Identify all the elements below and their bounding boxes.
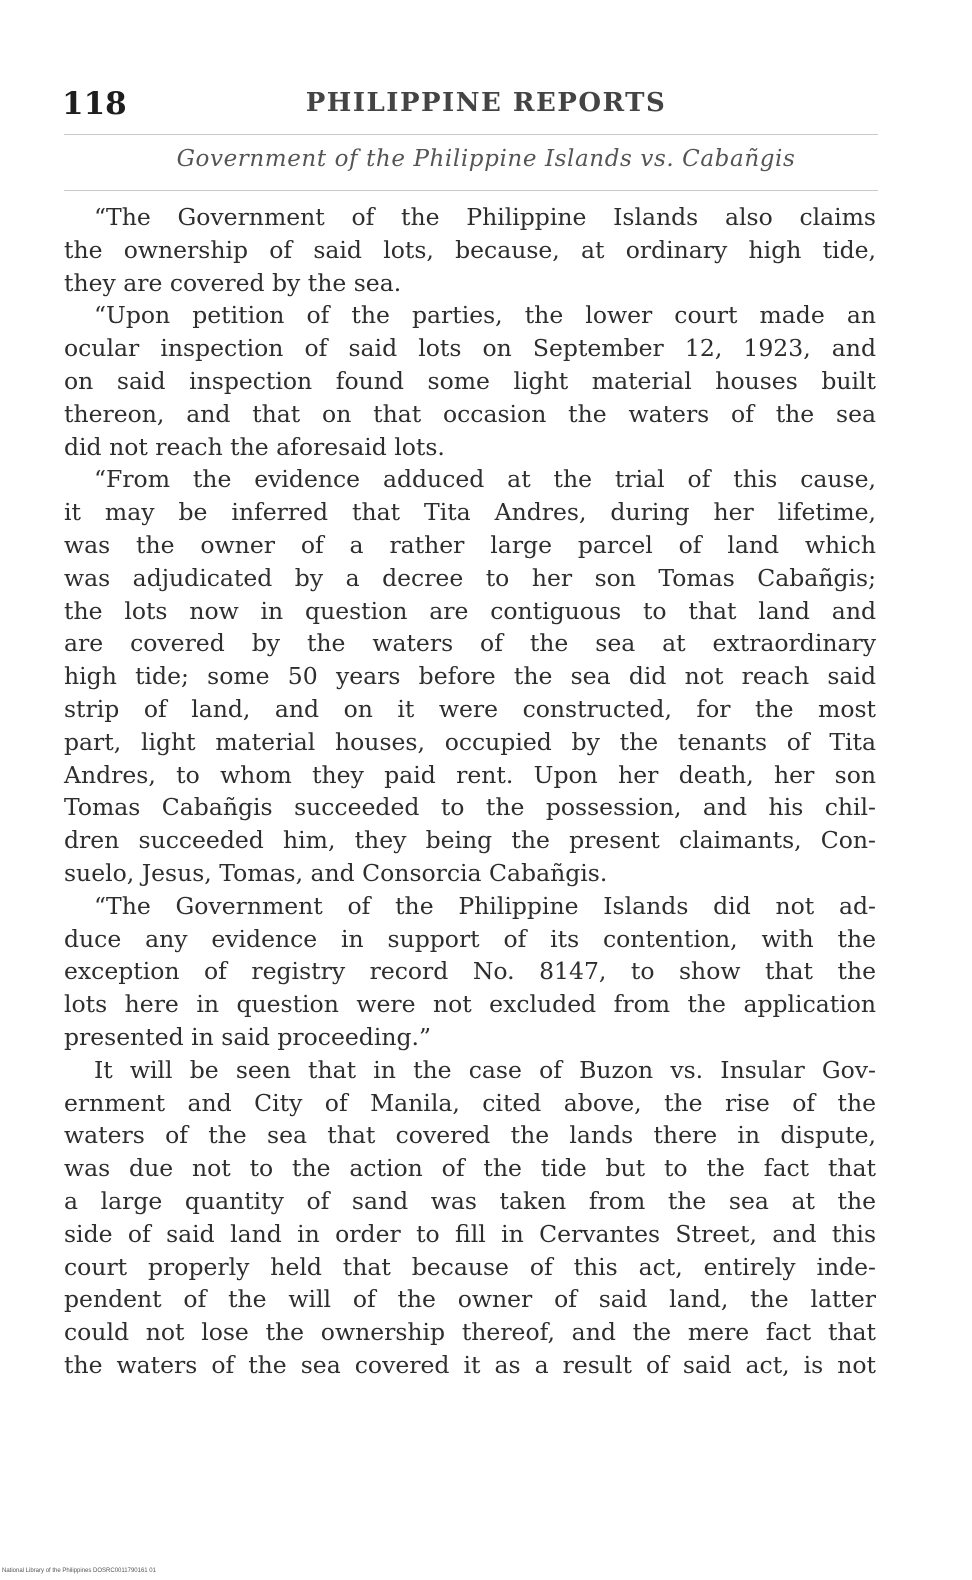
text-line: waters of the sea that covered the lands there in dispute, bbox=[64, 1121, 876, 1150]
text-line: was due not to the action of the tide but to the fact that bbox=[64, 1154, 876, 1183]
text-line: presented in said proceeding.” bbox=[64, 1022, 431, 1051]
text-line: the waters of the sea covered it as a result of said act, is not bbox=[64, 1350, 876, 1379]
text-line: thereon, and that on that occasion the waters of the sea bbox=[64, 399, 876, 428]
text-line: court properly held that because of this act, entirely inde- bbox=[64, 1252, 876, 1281]
text-line: “The Government of the Philippine Islands did not ad- bbox=[94, 891, 876, 920]
text-line: pendent of the will of the owner of said land, the latter bbox=[64, 1285, 876, 1314]
text-line: they are covered by the sea. bbox=[64, 268, 402, 297]
text-line: ocular inspection of said lots on September 12, 1923, and bbox=[64, 334, 876, 363]
text-line: “From the evidence adduced at the trial of this cause, bbox=[94, 465, 876, 494]
text-line: duce any evidence in support of its contention, with the bbox=[64, 924, 876, 953]
footer-credit: National Library of the Philippines DOSRC0011790161 01 bbox=[2, 1568, 156, 1574]
text-line: Andres, to whom they paid rent. Upon her death, her son bbox=[64, 760, 876, 789]
text-line: “The Government of the Philippine Islands also claims bbox=[94, 203, 876, 231]
text-line: “Upon petition of the parties, the lower court made an bbox=[94, 301, 876, 330]
header-rule-top bbox=[64, 134, 878, 135]
text-line: suelo, Jesus, Tomas, and Consorcia Cabañgis. bbox=[64, 858, 608, 887]
text-line: high tide; some 50 years before the sea did not reach said bbox=[64, 662, 876, 691]
text-line: the lots now in question are contiguous to that land and bbox=[64, 596, 876, 625]
text-line: on said inspection found some light material houses built bbox=[64, 366, 876, 395]
text-line: could not lose the ownership thereof, and the mere fact that bbox=[64, 1318, 876, 1347]
text-line: strip of land, and on it were constructed, for the most bbox=[64, 694, 876, 723]
text-line: It will be seen that in the case of Buzon vs. Insular Gov- bbox=[94, 1055, 876, 1084]
text-line: Tomas Cabañgis succeeded to the possession, and his chil- bbox=[64, 793, 876, 822]
header-rule-bottom bbox=[64, 190, 878, 191]
text-line: was adjudicated by a decree to her son Tomas Cabañgis; bbox=[64, 563, 876, 592]
text-line: exception of registry record No. 8147, to show that the bbox=[64, 957, 876, 986]
text-line: dren succeeded him, they being the present claimants, Con- bbox=[64, 826, 876, 855]
page-number: 118 bbox=[62, 86, 127, 122]
text-line: a large quantity of sand was taken from the sea at the bbox=[64, 1186, 876, 1215]
text-line: it may be inferred that Tita Andres, during her lifetime, bbox=[64, 498, 876, 527]
running-title: PHILIPPINE REPORTS bbox=[305, 88, 667, 118]
text-line: lots here in question were not excluded from the application bbox=[64, 990, 876, 1019]
body-text bbox=[64, 201, 876, 1382]
text-line: side of said land in order to fill in Cervantes Street, and this bbox=[64, 1219, 876, 1248]
text-line: did not reach the aforesaid lots. bbox=[64, 432, 445, 461]
text-line: ernment and City of Manila, cited above, the rise of the bbox=[64, 1088, 876, 1117]
text-line: part, light material houses, occupied by the tenants of Tita bbox=[64, 727, 876, 756]
case-caption: Government of the Philippine Islands vs. Cabañgis bbox=[176, 146, 796, 172]
text-line: was the owner of a rather large parcel of land which bbox=[64, 530, 876, 559]
text-line: are covered by the waters of the sea at extraordinary bbox=[64, 629, 876, 658]
text-line: the ownership of said lots, because, at ordinary high tide, bbox=[64, 235, 876, 264]
